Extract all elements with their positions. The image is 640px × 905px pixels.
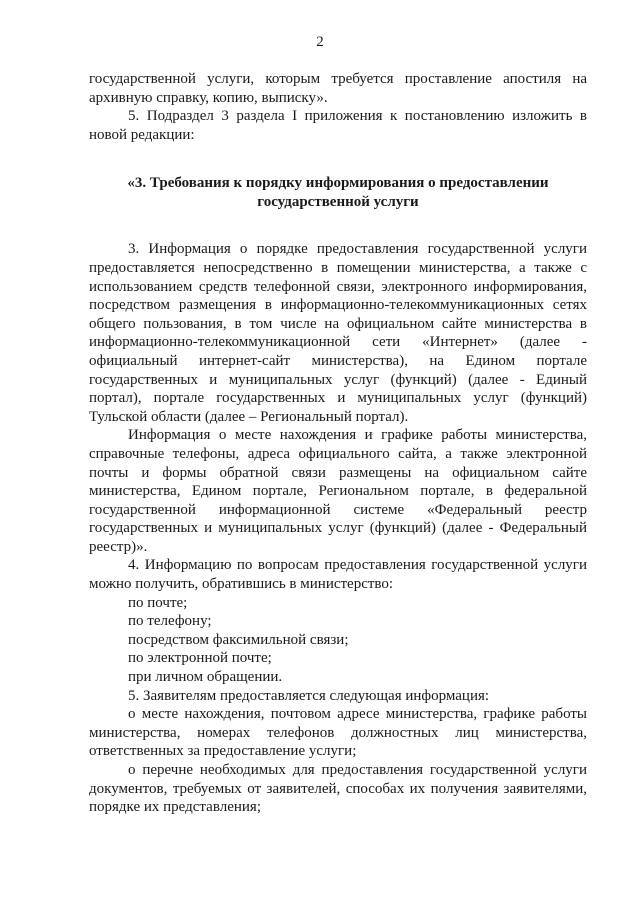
list-item: посредством факсимильной связи; [128, 631, 349, 648]
list-item: по телефону; [128, 613, 212, 630]
paragraph-3: 3. Информация о порядке предоставления государственной услуги предоставляется непосредственно в помещении министерства, а также с использованием средств телефонной связи, электронного информирования, посредством размещения в информационно-телекоммуникационных сетях общего пользования, в том числе на официальном сайте министерства в информационно-телекоммуникационной сети «Интернет» (далее - официальный интернет-сайт министерства), на Едином портале государственных и муниципальных услуг (функций) (далее - Единый портал), портале государственных и муниципальных услуг (функций) Тульской области (далее – Региональный портал). [89, 241, 587, 425]
list-item: по почте; [128, 594, 188, 611]
paragraph-amendment-5: 5. Подраздел 3 раздела I приложения к постановлению изложить в новой редакции: [89, 108, 587, 143]
paragraph-continuation: государственной услуги, которым требуется проставление апостиля на архивную справку, копию, выписку». [89, 71, 587, 106]
document-body [89, 70, 587, 817]
list-item: по электронной почте; [128, 650, 272, 667]
paragraph-info-item-2: о перечне необходимых для предоставления государственной услуги документов, требуемых от заявителей, способах их получения заявителями, порядке их представления; [89, 762, 587, 816]
paragraph-4: 4. Информацию по вопросам предоставления государственной услуги можно получить, обратившись в министерство: [89, 557, 587, 593]
list-item: при личном обращении. [128, 669, 283, 686]
paragraph-5: 5. Заявителям предоставляется следующая информация: [128, 687, 490, 704]
page-number: 2 [316, 34, 324, 50]
paragraph-info-location: Информация о месте нахождения и графике работы министерства, справочные телефоны, адреса официального сайта, а также электронной почты и формы обратной связи размещены на официальном сайте министерства, Едином портале, Региональном портале, в федеральной государственной информационной системе «Федеральный реестр государственных и муниципальных услуг (функций) (далее - Федеральный реестр)». [89, 427, 587, 555]
section-heading: «3. Требования к порядку информирования о предоставлении государственной услуги [127, 175, 549, 211]
paragraph-info-item-1: о месте нахождения, почтовом адресе министерства, графике работы министерства, номерах телефонов должностных лиц министерства, ответственных за предоставление услуги; [89, 706, 587, 760]
